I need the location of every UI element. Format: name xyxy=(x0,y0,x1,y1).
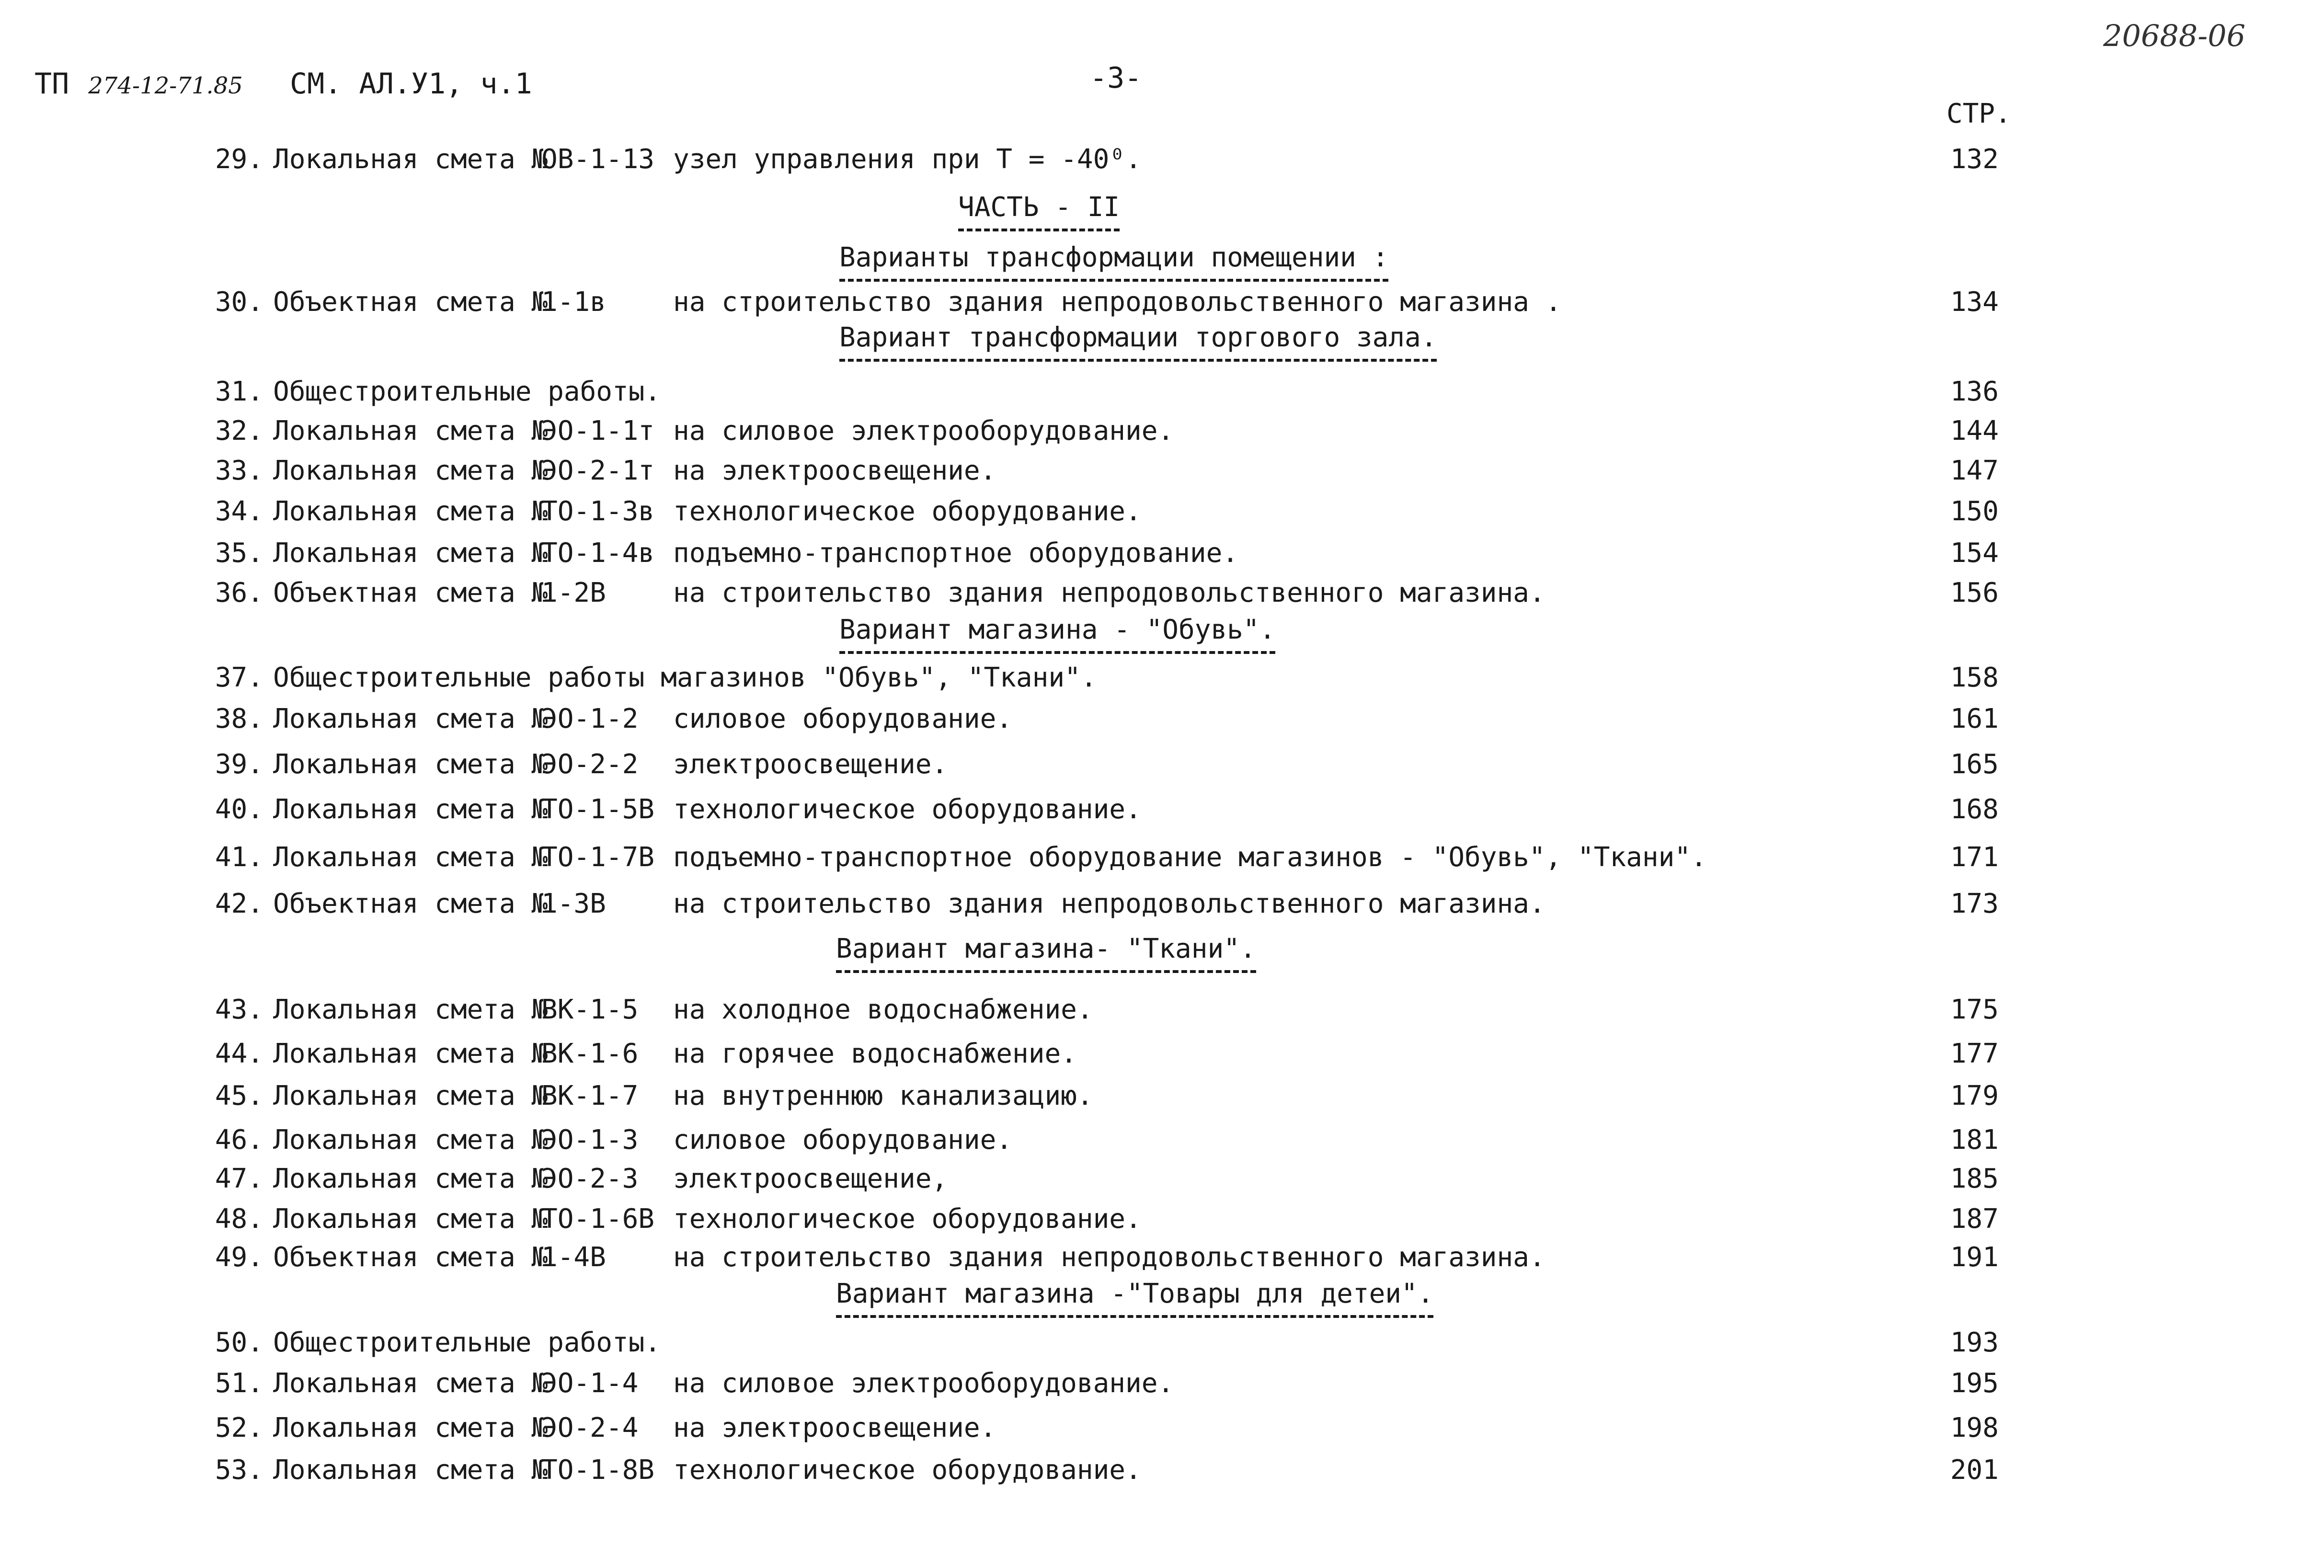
row-page: 201 xyxy=(1950,1454,1999,1486)
part-heading-text: ЧАСТЬ - II xyxy=(958,192,1120,231)
row-description: подъемно-транспортное оборудование. xyxy=(673,538,1239,569)
page-number: -3- xyxy=(1090,61,1142,95)
row-description: на строительство здания непродовольственного магазина. xyxy=(673,1242,1546,1273)
row-number: 29. xyxy=(215,144,263,175)
row-page: 161 xyxy=(1950,703,1999,734)
row-number: 38. xyxy=(215,703,263,734)
toc-row xyxy=(0,888,2324,927)
row-description: на строительство здания непродовольственного магазина. xyxy=(673,577,1546,608)
row-page: 187 xyxy=(1950,1203,1999,1235)
row-code: ВК-1-5 xyxy=(541,994,639,1025)
row-kind: Локальная смета № xyxy=(273,496,548,527)
toc-row xyxy=(0,144,2324,182)
row-description: на строительство здания непродовольственного магазина. xyxy=(673,888,1546,919)
row-code: ВК-1-6 xyxy=(541,1038,639,1069)
row-page: 168 xyxy=(1950,794,1999,825)
row-page: 136 xyxy=(1950,376,1999,407)
section-heading-text: Вариант трансформации торгового зала. xyxy=(839,322,1437,362)
toc-row xyxy=(0,415,2324,454)
row-code: ТО-1-6В xyxy=(541,1203,655,1235)
row-description: узел управления при Т = -40⁰. xyxy=(673,144,1142,175)
toc-row xyxy=(0,577,2324,616)
row-number: 37. xyxy=(215,662,263,693)
row-kind: Локальная смета № xyxy=(273,1124,548,1156)
row-code: ТО-1-8В xyxy=(541,1454,655,1486)
row-code: ВК-1-7 xyxy=(541,1080,639,1111)
row-description: на внутреннюю канализацию. xyxy=(673,1080,1093,1111)
toc-row xyxy=(0,1080,2324,1119)
row-description: на электроосвещение. xyxy=(673,1412,996,1443)
row-code: ЭО-1-1т xyxy=(541,415,655,446)
row-page: 171 xyxy=(1950,842,1999,873)
row-kind: Локальная смета № xyxy=(273,455,548,486)
row-page: 156 xyxy=(1950,577,1999,608)
row-kind: Общестроительные работы магазинов "Обувь", "Ткани". xyxy=(273,662,1097,693)
row-code: 1-1в xyxy=(541,286,606,318)
document-code-number: 274-12-71.85 xyxy=(88,72,243,99)
row-page: 134 xyxy=(1950,286,1999,318)
toc-row xyxy=(0,842,2324,880)
document-code-prefix: ТП xyxy=(34,67,69,101)
row-number: 44. xyxy=(215,1038,263,1069)
toc-row xyxy=(0,496,2324,534)
row-description: электроосвещение. xyxy=(673,749,948,780)
row-page: 132 xyxy=(1950,144,1999,175)
document-reference: СМ. АЛ.У1, ч.1 xyxy=(290,67,532,101)
row-page: 175 xyxy=(1950,994,1999,1025)
row-number: 33. xyxy=(215,455,263,486)
row-code: 1-3В xyxy=(541,888,606,919)
row-page: 144 xyxy=(1950,415,1999,446)
section-heading xyxy=(839,322,1437,362)
row-kind: Локальная смета № xyxy=(273,994,548,1025)
row-number: 50. xyxy=(215,1327,263,1358)
row-number: 40. xyxy=(215,794,263,825)
row-kind: Локальная смета № xyxy=(273,1412,548,1443)
row-kind: Локальная смета № xyxy=(273,794,548,825)
row-code: ТО-1-5В xyxy=(541,794,655,825)
row-kind: Локальная смета № xyxy=(273,415,548,446)
row-number: 45. xyxy=(215,1080,263,1111)
page-column-header: СТР. xyxy=(1946,98,2011,129)
row-page: 198 xyxy=(1950,1412,1999,1443)
section-heading-text: Вариант магазина -"Товары для детеи". xyxy=(836,1278,1433,1318)
section-heading-text: Варианты трансформации помещении : xyxy=(839,242,1388,282)
toc-row xyxy=(0,749,2324,787)
row-page: 173 xyxy=(1950,888,1999,919)
row-kind: Локальная смета № xyxy=(273,1368,548,1399)
row-description: силовое оборудование. xyxy=(673,1124,1013,1156)
row-code: ОВ-1-13 xyxy=(541,144,655,175)
row-code: ЭО-1-4 xyxy=(541,1368,639,1399)
row-number: 43. xyxy=(215,994,263,1025)
toc-row xyxy=(0,538,2324,576)
row-code: ЭО-2-3 xyxy=(541,1163,639,1194)
row-page: 191 xyxy=(1950,1242,1999,1273)
row-kind: Общестроительные работы. xyxy=(273,376,661,407)
row-page: 195 xyxy=(1950,1368,1999,1399)
row-kind: Локальная смета № xyxy=(273,538,548,569)
row-number: 30. xyxy=(215,286,263,318)
row-kind: Локальная смета № xyxy=(273,749,548,780)
toc-row xyxy=(0,1327,2324,1365)
row-code: ЭО-1-2 xyxy=(541,703,639,734)
toc-row xyxy=(0,1454,2324,1493)
row-code: ТО-1-3в xyxy=(541,496,655,527)
toc-row xyxy=(0,1124,2324,1163)
row-description: технологическое оборудование. xyxy=(673,1203,1142,1235)
row-number: 34. xyxy=(215,496,263,527)
toc-row xyxy=(0,1368,2324,1406)
row-description: на горячее водоснабжение. xyxy=(673,1038,1077,1069)
row-number: 47. xyxy=(215,1163,263,1194)
row-description: на электроосвещение. xyxy=(673,455,996,486)
row-description: технологическое оборудование. xyxy=(673,794,1142,825)
row-kind: Локальная смета № xyxy=(273,144,548,175)
toc-row xyxy=(0,1203,2324,1242)
toc-row xyxy=(0,1038,2324,1076)
row-description: на строительство здания непродовольственного магазина . xyxy=(673,286,1562,318)
row-code: 1-2В xyxy=(541,577,606,608)
row-number: 39. xyxy=(215,749,263,780)
section-heading-text: Вариант магазина - "Обувь". xyxy=(839,614,1275,654)
row-number: 53. xyxy=(215,1454,263,1486)
row-description: на силовое электрооборудование. xyxy=(673,415,1174,446)
row-page: 150 xyxy=(1950,496,1999,527)
toc-row xyxy=(0,286,2324,325)
toc-row xyxy=(0,662,2324,700)
row-description: на силовое электрооборудование. xyxy=(673,1368,1174,1399)
row-code: 1-4В xyxy=(541,1242,606,1273)
row-code: ТО-1-4в xyxy=(541,538,655,569)
row-number: 42. xyxy=(215,888,263,919)
row-kind: Объектная смета № xyxy=(273,1242,548,1273)
row-kind: Объектная смета № xyxy=(273,888,548,919)
section-heading xyxy=(836,933,1256,973)
row-number: 51. xyxy=(215,1368,263,1399)
row-number: 41. xyxy=(215,842,263,873)
row-kind: Общестроительные работы. xyxy=(273,1327,661,1358)
row-number: 36. xyxy=(215,577,263,608)
section-heading xyxy=(839,242,1388,282)
row-description: электроосвещение, xyxy=(673,1163,948,1194)
toc-row xyxy=(0,1163,2324,1202)
row-number: 31. xyxy=(215,376,263,407)
row-page: 185 xyxy=(1950,1163,1999,1194)
row-page: 154 xyxy=(1950,538,1999,569)
toc-row xyxy=(0,455,2324,493)
row-kind: Локальная смета № xyxy=(273,1203,548,1235)
archive-number: 20688-06 xyxy=(2103,18,2246,53)
section-heading xyxy=(836,1278,1433,1318)
row-page: 177 xyxy=(1950,1038,1999,1069)
row-code: ЭО-2-4 xyxy=(541,1412,639,1443)
row-kind: Локальная смета № xyxy=(273,1163,548,1194)
row-code: ЭО-2-2 xyxy=(541,749,639,780)
row-description: силовое оборудование. xyxy=(673,703,1013,734)
row-code: ЭО-2-1т xyxy=(541,455,655,486)
section-heading-text: Вариант магазина- "Ткани". xyxy=(836,933,1256,973)
row-page: 181 xyxy=(1950,1124,1999,1156)
toc-row xyxy=(0,794,2324,832)
row-description: технологическое оборудование. xyxy=(673,1454,1142,1486)
toc-row xyxy=(0,1242,2324,1280)
row-description: технологическое оборудование. xyxy=(673,496,1142,527)
row-kind: Локальная смета № xyxy=(273,703,548,734)
row-description: на холодное водоснабжение. xyxy=(673,994,1093,1025)
toc-row xyxy=(0,1412,2324,1451)
row-number: 52. xyxy=(215,1412,263,1443)
row-kind: Объектная смета № xyxy=(273,577,548,608)
row-number: 35. xyxy=(215,538,263,569)
row-number: 46. xyxy=(215,1124,263,1156)
row-number: 32. xyxy=(215,415,263,446)
toc-row xyxy=(0,703,2324,742)
row-page: 158 xyxy=(1950,662,1999,693)
row-page: 147 xyxy=(1950,455,1999,486)
toc-row xyxy=(0,376,2324,414)
row-code: ЭО-1-3 xyxy=(541,1124,639,1156)
row-kind: Локальная смета № xyxy=(273,1080,548,1111)
row-page: 165 xyxy=(1950,749,1999,780)
row-number: 48. xyxy=(215,1203,263,1235)
row-kind: Локальная смета № xyxy=(273,1038,548,1069)
row-page: 193 xyxy=(1950,1327,1999,1358)
row-code: ТО-1-7В xyxy=(541,842,655,873)
row-page: 179 xyxy=(1950,1080,1999,1111)
part-heading xyxy=(958,192,1120,231)
document-code xyxy=(34,67,243,101)
toc-row xyxy=(0,994,2324,1032)
row-number: 49. xyxy=(215,1242,263,1273)
section-heading xyxy=(839,614,1275,654)
row-kind: Локальная смета № xyxy=(273,1454,548,1486)
row-description: подъемно-транспортное оборудование магазинов - "Обувь", "Ткани". xyxy=(673,842,1707,873)
row-kind: Локальная смета № xyxy=(273,842,548,873)
row-kind: Объектная смета № xyxy=(273,286,548,318)
